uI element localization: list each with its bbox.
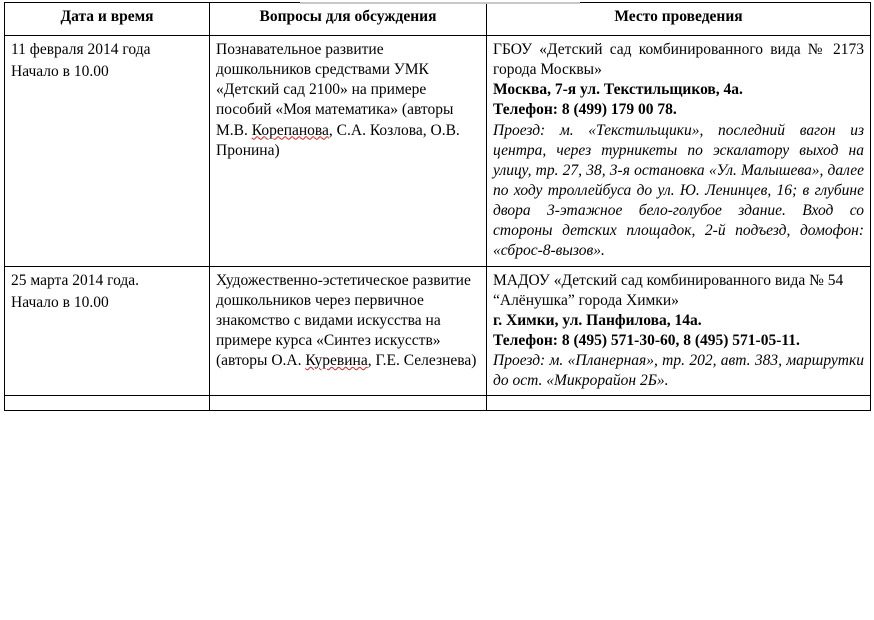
cell-topic xyxy=(210,36,487,267)
place-address: г. Химки, ул. Панфилова, 14а. xyxy=(493,311,702,329)
cell-place xyxy=(487,266,871,396)
column-header-place: Место проведения xyxy=(487,3,871,36)
place-phone: Телефон: 8 (499) 179 00 78. xyxy=(493,101,677,119)
date-line-2: Начало в 10.00 xyxy=(11,293,109,311)
place-address: Москва, 7-я ул. Текстильщиков, 4а. xyxy=(493,81,743,99)
table-header-row xyxy=(5,3,871,36)
date-line-1: 25 марта 2014 года. xyxy=(11,271,140,289)
place-directions: Проезд: м. «Планерная», тр. 202, авт. 383, маршрутки до ост. «Микрорайон 2Б». xyxy=(493,352,864,390)
document-page xyxy=(0,2,874,620)
place-organization: ГБОУ «Детский сад комбинированного вида № 2173 города Москвы» xyxy=(493,41,864,79)
cell-topic xyxy=(210,266,487,396)
table-row-partial xyxy=(5,396,871,411)
cell-place xyxy=(487,36,871,267)
cell-date xyxy=(5,36,210,267)
column-header-topic: Вопросы для обсуждения xyxy=(210,3,487,36)
page-top-rule xyxy=(300,2,580,4)
cell-place-partial xyxy=(487,396,871,411)
cell-date xyxy=(5,266,210,396)
topic-text: Художественно-эстетическое развитие дошкольников через первичное знакомство с видами искусства на примере курса «Синтез искусств» (авторы О.А. Куревина, Г.Е. Селезнева) xyxy=(216,271,477,370)
table-body xyxy=(5,36,871,411)
place-organization: МАДОУ «Детский сад комбинированного вида № 54 “Алёнушка” города Химки» xyxy=(493,271,844,309)
table-row xyxy=(5,36,871,267)
schedule-table xyxy=(4,2,871,411)
cell-topic-partial xyxy=(210,396,487,411)
table-row xyxy=(5,266,871,396)
column-header-date: Дата и время xyxy=(5,3,210,36)
cell-date-partial xyxy=(5,396,210,411)
date-line-1: 11 февраля 2014 года xyxy=(11,41,151,58)
place-directions: Проезд: м. «Текстильщики», последний вагон из центра, через турникеты по эскалатору выход на улицу, тр. 27, 38, 3-я остановка «Ул. Малышева», далее по ходу троллейбуса до ул. Ю. Ленинцев, 16; в глубине двора 3-этажное бело-голубое здание. Вход со стороны детских площадок, 2-й подъезд, домофон: «сброс-8-вызов». xyxy=(493,121,864,260)
date-line-2: Начало в 10.00 xyxy=(11,63,109,81)
table-header xyxy=(5,3,871,36)
place-phone: Телефон: 8 (495) 571-30-60, 8 (495) 571-05-11. xyxy=(493,331,800,349)
topic-text: Познавательное развитие дошкольников средствами УМК «Детский сад 2100» на примере пособий «Моя математика» (авторы М.В. Корепанова, С.А. Козлова, О.В. Пронина) xyxy=(216,41,460,159)
